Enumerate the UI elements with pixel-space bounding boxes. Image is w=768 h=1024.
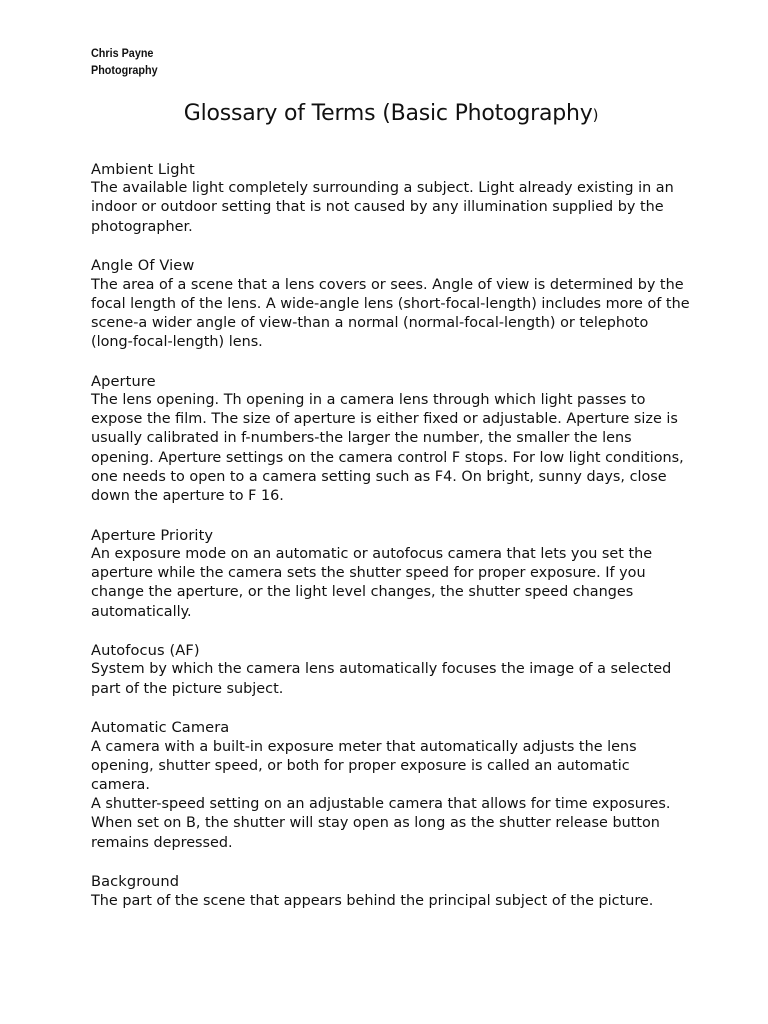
title-text: Glossary of Terms (Basic Photography [183,101,593,126]
glossary-list [91,160,691,930]
author-name: Chris Payne [91,46,154,60]
glossary-definition: A shutter-speed setting on an adjustable camera that allows for time exposures. When set on B, the shutter will stay open as long as the shutter release button remains depressed. [91,796,671,851]
glossary-entry-background [91,872,691,910]
glossary-definition: An exposure mode on an automatic or autofocus camera that lets you set the aperture while the camera sets the shutter speed for proper exposure. If you change the aperture, or the light level changes, the shutter speed changes automatically. [91,545,653,620]
author-subtitle: Photography [91,63,158,77]
glossary-definition: The available light completely surrounding a subject. Light already existing in an indoor or outdoor setting that is not caused by any illumination supplied by the photographer. [91,180,674,235]
document-title [91,99,691,130]
glossary-term: Autofocus (AF) [91,642,200,660]
glossary-definition: System by which the camera lens automatically focuses the image of a selected part of the picture subject. [91,661,672,697]
glossary-definition: The part of the scene that appears behind the principal subject of the picture. [91,892,654,909]
glossary-entry-autofocus [91,641,691,699]
glossary-entry-ambient-light [91,160,691,237]
document-page [91,45,691,909]
glossary-entry-aperture-priority [91,526,691,622]
glossary-entry-aperture [91,372,691,506]
glossary-definition: The area of a scene that a lens covers or sees. Angle of view is determined by the focal length of the lens. A wide-angle lens (short-focal-length) includes more of the scene-a wider angle of view-than a normal (normal-focal-length) or telephoto (long-focal-length) lens. [91,276,690,351]
glossary-term: Angle Of View [91,257,195,275]
glossary-term: Background [91,873,180,891]
title-closing-paren: ) [592,106,599,124]
glossary-term: Aperture Priority [91,526,214,544]
glossary-entry-angle-of-view [91,256,691,352]
glossary-entry-automatic-camera [91,718,691,852]
glossary-term: Aperture [91,372,156,390]
glossary-definition: A camera with a built-in exposure meter that automatically adjusts the lens opening, shutter speed, or both for proper exposure is called an automatic camera. [91,738,637,793]
glossary-term: Automatic Camera [91,719,230,737]
glossary-definition: The lens opening. Th opening in a camera lens through which light passes to expose the film. The size of aperture is either fixed or adjustable. Aperture size is usually calibrated in f-numbers-the larger the number, the smaller the lens opening. Aperture settings on the camera control F stops. For low light conditions, one needs to open to a camera setting such as F4. On bright, sunny days, close down the aperture to F 16. [91,392,684,505]
glossary-term: Ambient Light [91,161,195,178]
